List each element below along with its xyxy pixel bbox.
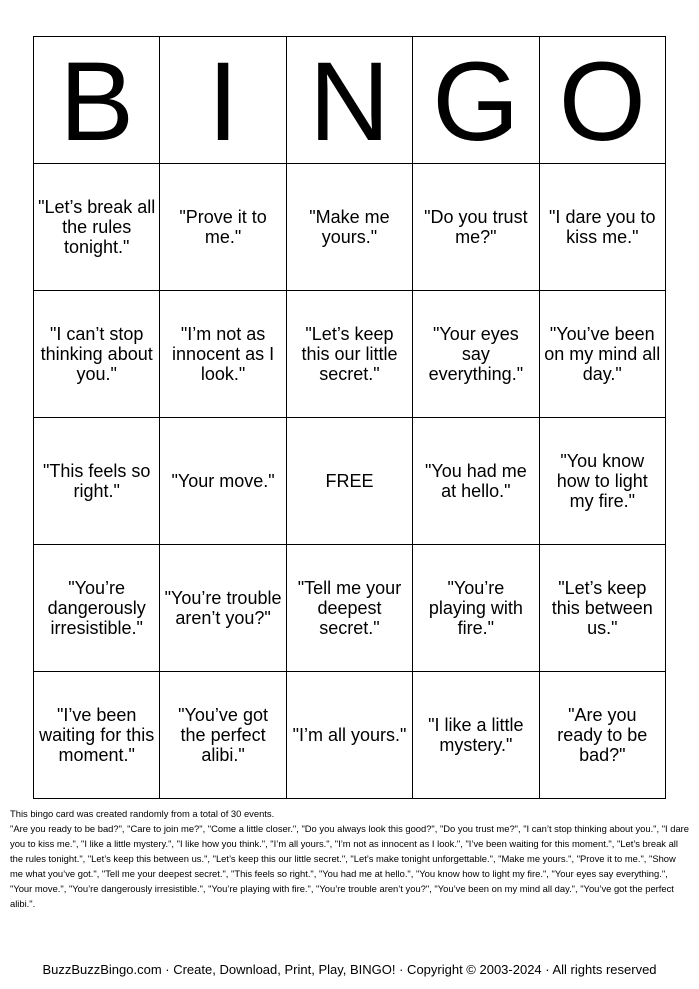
bingo-cell xyxy=(286,164,412,291)
bingo-cell xyxy=(539,164,665,291)
cell-text: "You’ve got the perfect alibi." xyxy=(178,705,268,765)
bingo-row xyxy=(34,418,666,545)
bingo-cell xyxy=(34,291,160,418)
bingo-cell xyxy=(413,418,539,545)
bingo-cell xyxy=(34,164,160,291)
bingo-cell xyxy=(413,545,539,672)
cell-text: "You’re dangerously irresistible." xyxy=(47,578,146,638)
header-cell-o xyxy=(539,37,665,164)
cell-text: "You’re trouble aren’t you?" xyxy=(164,588,282,628)
site-footer: BuzzBuzzBingo.com · Create, Download, Print, Play, BINGO! · Copyright © 2003-2024 · All rights reserved xyxy=(42,962,657,977)
bingo-cell xyxy=(539,672,665,799)
caption-intro: This bingo card was created randomly from a total of 30 events. xyxy=(10,808,275,819)
bingo-cell xyxy=(160,291,286,418)
free-space-text: FREE xyxy=(325,471,374,491)
header-cell-n xyxy=(286,37,412,164)
bingo-cell xyxy=(286,545,412,672)
bingo-cell xyxy=(413,672,539,799)
bingo-cell xyxy=(539,418,665,545)
cell-text: "I dare you to kiss me." xyxy=(549,207,656,247)
cell-text: "I like a little mystery." xyxy=(428,715,524,755)
bingo-cell xyxy=(160,545,286,672)
bingo-row xyxy=(34,291,666,418)
cell-text: "Let’s keep this our little secret." xyxy=(301,324,398,384)
bingo-card xyxy=(33,36,666,799)
header-letter: N xyxy=(309,39,390,164)
free-cell xyxy=(286,418,412,545)
header-letter: B xyxy=(59,39,135,164)
bingo-cell xyxy=(539,291,665,418)
bingo-row xyxy=(34,672,666,799)
bingo-cell xyxy=(286,291,412,418)
header-letter: I xyxy=(207,39,239,164)
cell-text: "Prove it to me." xyxy=(179,207,267,247)
header-cell-b xyxy=(34,37,160,164)
bingo-cell xyxy=(413,164,539,291)
bingo-row xyxy=(34,164,666,291)
bingo-row xyxy=(34,545,666,672)
cell-text: "Let’s break all the rules tonight." xyxy=(38,197,156,257)
cell-text: "I’m not as innocent as I look." xyxy=(172,324,275,384)
event-list-caption xyxy=(10,806,690,911)
cell-text: "You know how to light my fire." xyxy=(556,451,648,511)
cell-text: "I can’t stop thinking about you." xyxy=(40,324,153,384)
bingo-header-row xyxy=(34,37,666,164)
header-letter: O xyxy=(558,39,646,164)
cell-text: "I’m all yours." xyxy=(292,725,407,745)
bingo-cell xyxy=(539,545,665,672)
cell-text: "You’re playing with fire." xyxy=(428,578,523,638)
cell-text: "This feels so right." xyxy=(42,461,151,501)
header-cell-i xyxy=(160,37,286,164)
cell-text: "You’ve been on my mind all day." xyxy=(544,324,661,384)
bingo-cell xyxy=(160,418,286,545)
cell-text: "Make me yours." xyxy=(309,207,390,247)
cell-text: "Your move." xyxy=(171,471,275,491)
bingo-cell xyxy=(34,418,160,545)
bingo-cell xyxy=(160,672,286,799)
bingo-cell xyxy=(286,672,412,799)
cell-text: "Let’s keep this between us." xyxy=(551,578,653,638)
caption-events: "Are you ready to be bad?", "Care to join me?", "Come a little closer.", "Do you always look this good?", "Do you trust me?", "I can’t stop thinking about you.", "I dare you to kiss me.", "I like a little mystery.", "I like how you think.", "I’m all yours.", "I’m not as innocent as I look.", "I’ve been waiting for this moment.", "Let’s break all the rules tonight.", "Let’s keep this between us.", "Let’s keep this our little secret.", "Let’s make tonight unforgettable.", "Make me yours.", "Prove it to me.", "Show me what you’ve got.", "Tell me your deepest secret.", "This feels so right.", "You had me at hello.", "You know how to light my fire.", "Your eyes say everything.", "Your move.", "You’re dangerously irresistible.", "You’re playing with fire.", "You’re trouble aren’t you?", "You’ve been on my mind all day.", "You’ve got the perfect alibi.". xyxy=(10,823,690,909)
header-cell-g xyxy=(413,37,539,164)
bingo-cell xyxy=(160,164,286,291)
bingo-cell xyxy=(413,291,539,418)
header-letter: G xyxy=(432,39,520,164)
cell-text: "Do you trust me?" xyxy=(424,207,528,247)
cell-text: "You had me at hello." xyxy=(424,461,527,501)
cell-text: "Tell me your deepest secret." xyxy=(297,578,402,638)
bingo-cell xyxy=(34,545,160,672)
cell-text: "I’ve been waiting for this moment." xyxy=(39,705,155,765)
bingo-cell xyxy=(34,672,160,799)
cell-text: "Your eyes say everything." xyxy=(428,324,524,384)
cell-text: "Are you ready to be bad?" xyxy=(557,705,648,765)
